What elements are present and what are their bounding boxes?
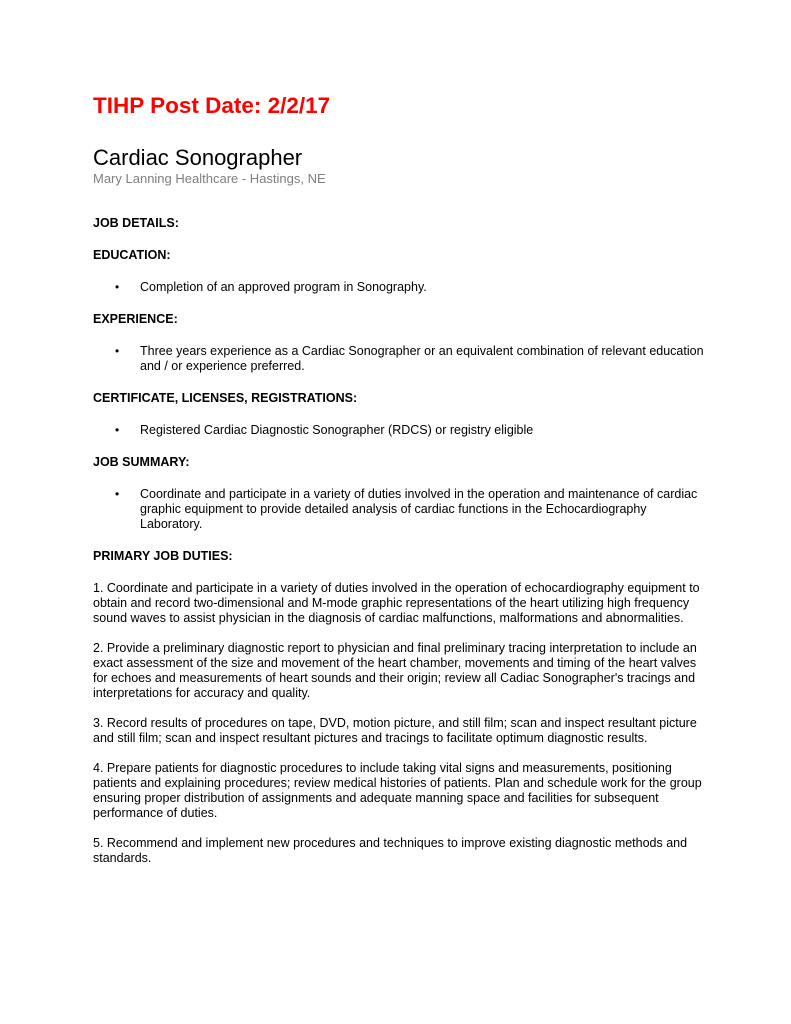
duty-paragraph: 1. Coordinate and participate in a variety of duties involved in the operation of echocardiography equipment to obtain and record two-dimensional and M-mode graphic representations of the heart utilizing high frequency sound waves to assist physician in the diagnosis of cardiac malfunctions, malformations and abnormalities. <box>93 581 700 625</box>
job-title: Cardiac Sonographer <box>93 145 303 170</box>
list-item <box>93 487 705 532</box>
list-item-text: Registered Cardiac Diagnostic Sonographer (RDCS) or registry eligible <box>140 423 534 437</box>
job-summary-list <box>93 487 705 532</box>
list-item-text: Three years experience as a Cardiac Sonographer or an equivalent combination of relevant education and / or experience preferred. <box>140 344 704 373</box>
duty-paragraph: 3. Record results of procedures on tape, DVD, motion picture, and still film; scan and inspect resultant picture and still film; scan and inspect resultant pictures and tracings to facilitate optimum diagnostic results. <box>93 716 697 745</box>
bullet-icon: • <box>115 344 120 358</box>
list-item-text: Coordinate and participate in a variety of duties involved in the operation and maintenance of cardiac graphic equipment to provide detailed analysis of cardiac functions in the Echocardiography Laboratory. <box>140 487 698 531</box>
bullet-icon: • <box>115 487 120 501</box>
list-item <box>93 423 705 438</box>
post-date-heading: TIHP Post Date: 2/2/17 <box>93 93 331 118</box>
duty-paragraph: 4. Prepare patients for diagnostic procedures to include taking vital signs and measurements, positioning patients and explaining procedures; review medical histories of patients. Plan and schedule work for the group ensuring proper distribution of assignments and adequate manning space and facilities for subsequent performance of duties. <box>93 761 702 820</box>
bullet-icon: • <box>115 280 120 294</box>
certificates-list <box>93 423 705 438</box>
primary-duties-heading: PRIMARY JOB DUTIES: <box>93 549 233 563</box>
certificates-heading: CERTIFICATE, LICENSES, REGISTRATIONS: <box>93 391 358 405</box>
education-heading: EDUCATION: <box>93 248 171 262</box>
education-list <box>93 280 705 295</box>
job-details-heading: JOB DETAILS: <box>93 216 179 230</box>
experience-heading: EXPERIENCE: <box>93 312 178 326</box>
experience-list <box>93 344 705 374</box>
duty-paragraph: 5. Recommend and implement new procedures and techniques to improve existing diagnostic methods and standards. <box>93 836 688 865</box>
job-summary-heading: JOB SUMMARY: <box>93 455 190 469</box>
employer-location: Mary Lanning Healthcare - Hastings, NE <box>93 171 326 186</box>
job-description-body <box>93 216 705 881</box>
list-item <box>93 280 705 295</box>
bullet-icon: • <box>115 423 120 437</box>
list-item <box>93 344 705 374</box>
duty-paragraph: 2. Provide a preliminary diagnostic report to physician and final preliminary tracing interpretation to include an exact assessment of the size and movement of the heart chamber, movements and timing of the heart valves for echoes and measurements of heart sounds and their origin; review all Cadiac Sonographer's tracings and interpretations for accuracy and quality. <box>93 641 697 700</box>
list-item-text: Completion of an approved program in Sonography. <box>140 280 427 294</box>
